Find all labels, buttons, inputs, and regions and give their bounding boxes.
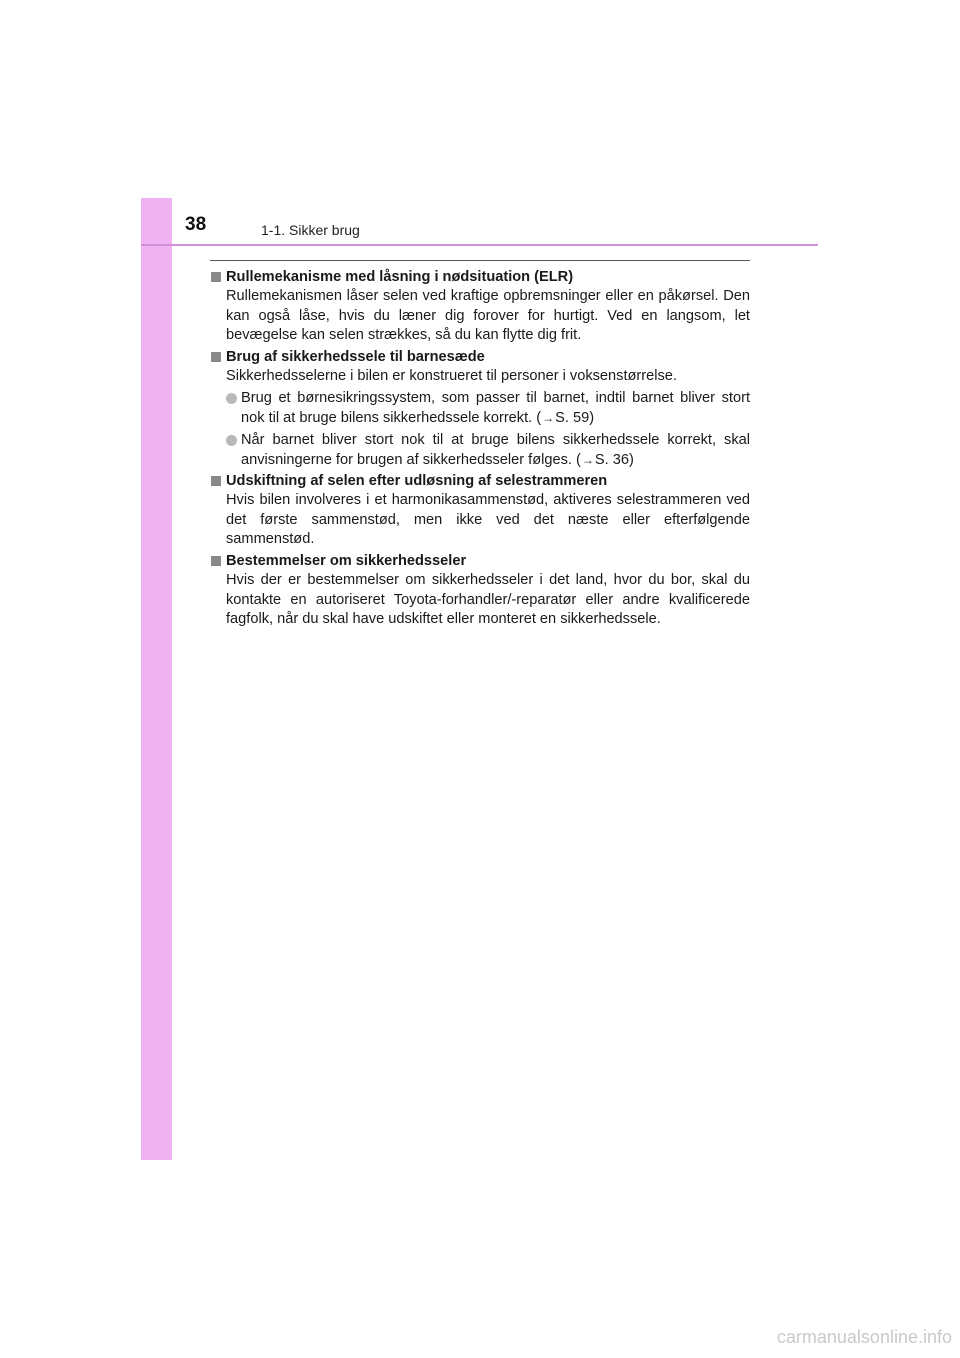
circle-bullet-icon <box>226 393 237 404</box>
heading-text: Rullemekanisme med låsning i nødsituation (ELR) <box>226 269 574 285</box>
page-reference-link[interactable]: S. 59) <box>555 409 595 426</box>
content-top-rule <box>210 260 750 261</box>
section-heading <box>210 348 750 367</box>
bullet-body: Brug et børnesikringssystem, som passer til barnet, indtil barnet bliver stort nok til at bruge bilens sikkerhedssele korrekt. ( <box>241 390 750 426</box>
heading-text: Bestemmelser om sikkerhedsseler <box>226 552 467 569</box>
section-heading <box>210 472 750 491</box>
header-divider <box>141 244 818 246</box>
heading-text: Udskiftning af selen efter udløsning af selestrammeren <box>226 473 608 490</box>
list-item-text <box>241 389 750 428</box>
section-pretensioner <box>210 472 750 550</box>
bullet-body: Når barnet bliver stort nok til at bruge bilens sikkerhedssele korrekt, skal anvisningerne for brugen af sikkerhedsseler følges. ( <box>241 432 750 468</box>
page-number: 38 <box>185 214 207 235</box>
list-item <box>226 431 750 470</box>
section-regulations <box>210 552 750 630</box>
list-item <box>226 389 750 428</box>
square-bullet-icon <box>211 476 221 486</box>
section-elr <box>210 268 750 346</box>
section-paragraph: Rullemekanismen låser selen ved kraftige opbremsninger eller en påkørsel. Den kan også låse, hvis du læner dig forover for hurtigt. Ved en langsom, let bevægelse kan selen strækkes, så du kan flytte dig frit. <box>226 288 750 344</box>
section-label: 1-1. Sikker brug <box>261 222 360 238</box>
square-bullet-icon <box>211 352 221 362</box>
arrow-right-icon: → <box>542 410 555 425</box>
section-heading <box>210 552 750 571</box>
chapter-side-tab <box>141 198 172 1160</box>
square-bullet-icon <box>211 556 221 566</box>
section-heading <box>210 268 750 287</box>
list-item-text <box>241 431 750 470</box>
section-child-seat <box>210 348 750 470</box>
page-reference-link[interactable]: S. 36) <box>594 451 634 468</box>
page-content <box>210 266 750 631</box>
site-watermark: carmanualsonline.info <box>776 1327 952 1347</box>
circle-bullet-icon <box>226 435 237 446</box>
heading-text: Brug af sikkerhedssele til barnesæde <box>226 348 485 365</box>
section-paragraph: Hvis bilen involveres i et harmonikasammenstød, aktiveres selestrammeren ved det første sammenstød, men ikke ved det næste eller efterfølgende sammenstød. <box>226 492 750 548</box>
section-paragraph: Hvis der er bestemmelser om sikkerhedsseler i det land, hvor du bor, skal du kontakte en autoriseret Toyota-forhandler/-reparatør eller andre kvalificerede fagfolk, når du skal have udskiftet eller monteret en sikkerhedssele. <box>226 572 750 627</box>
arrow-right-icon: → <box>581 452 594 467</box>
square-bullet-icon <box>211 272 221 282</box>
section-paragraph: Sikkerhedsselerne i bilen er konstrueret til personer i voksenstørrelse. <box>226 368 677 385</box>
